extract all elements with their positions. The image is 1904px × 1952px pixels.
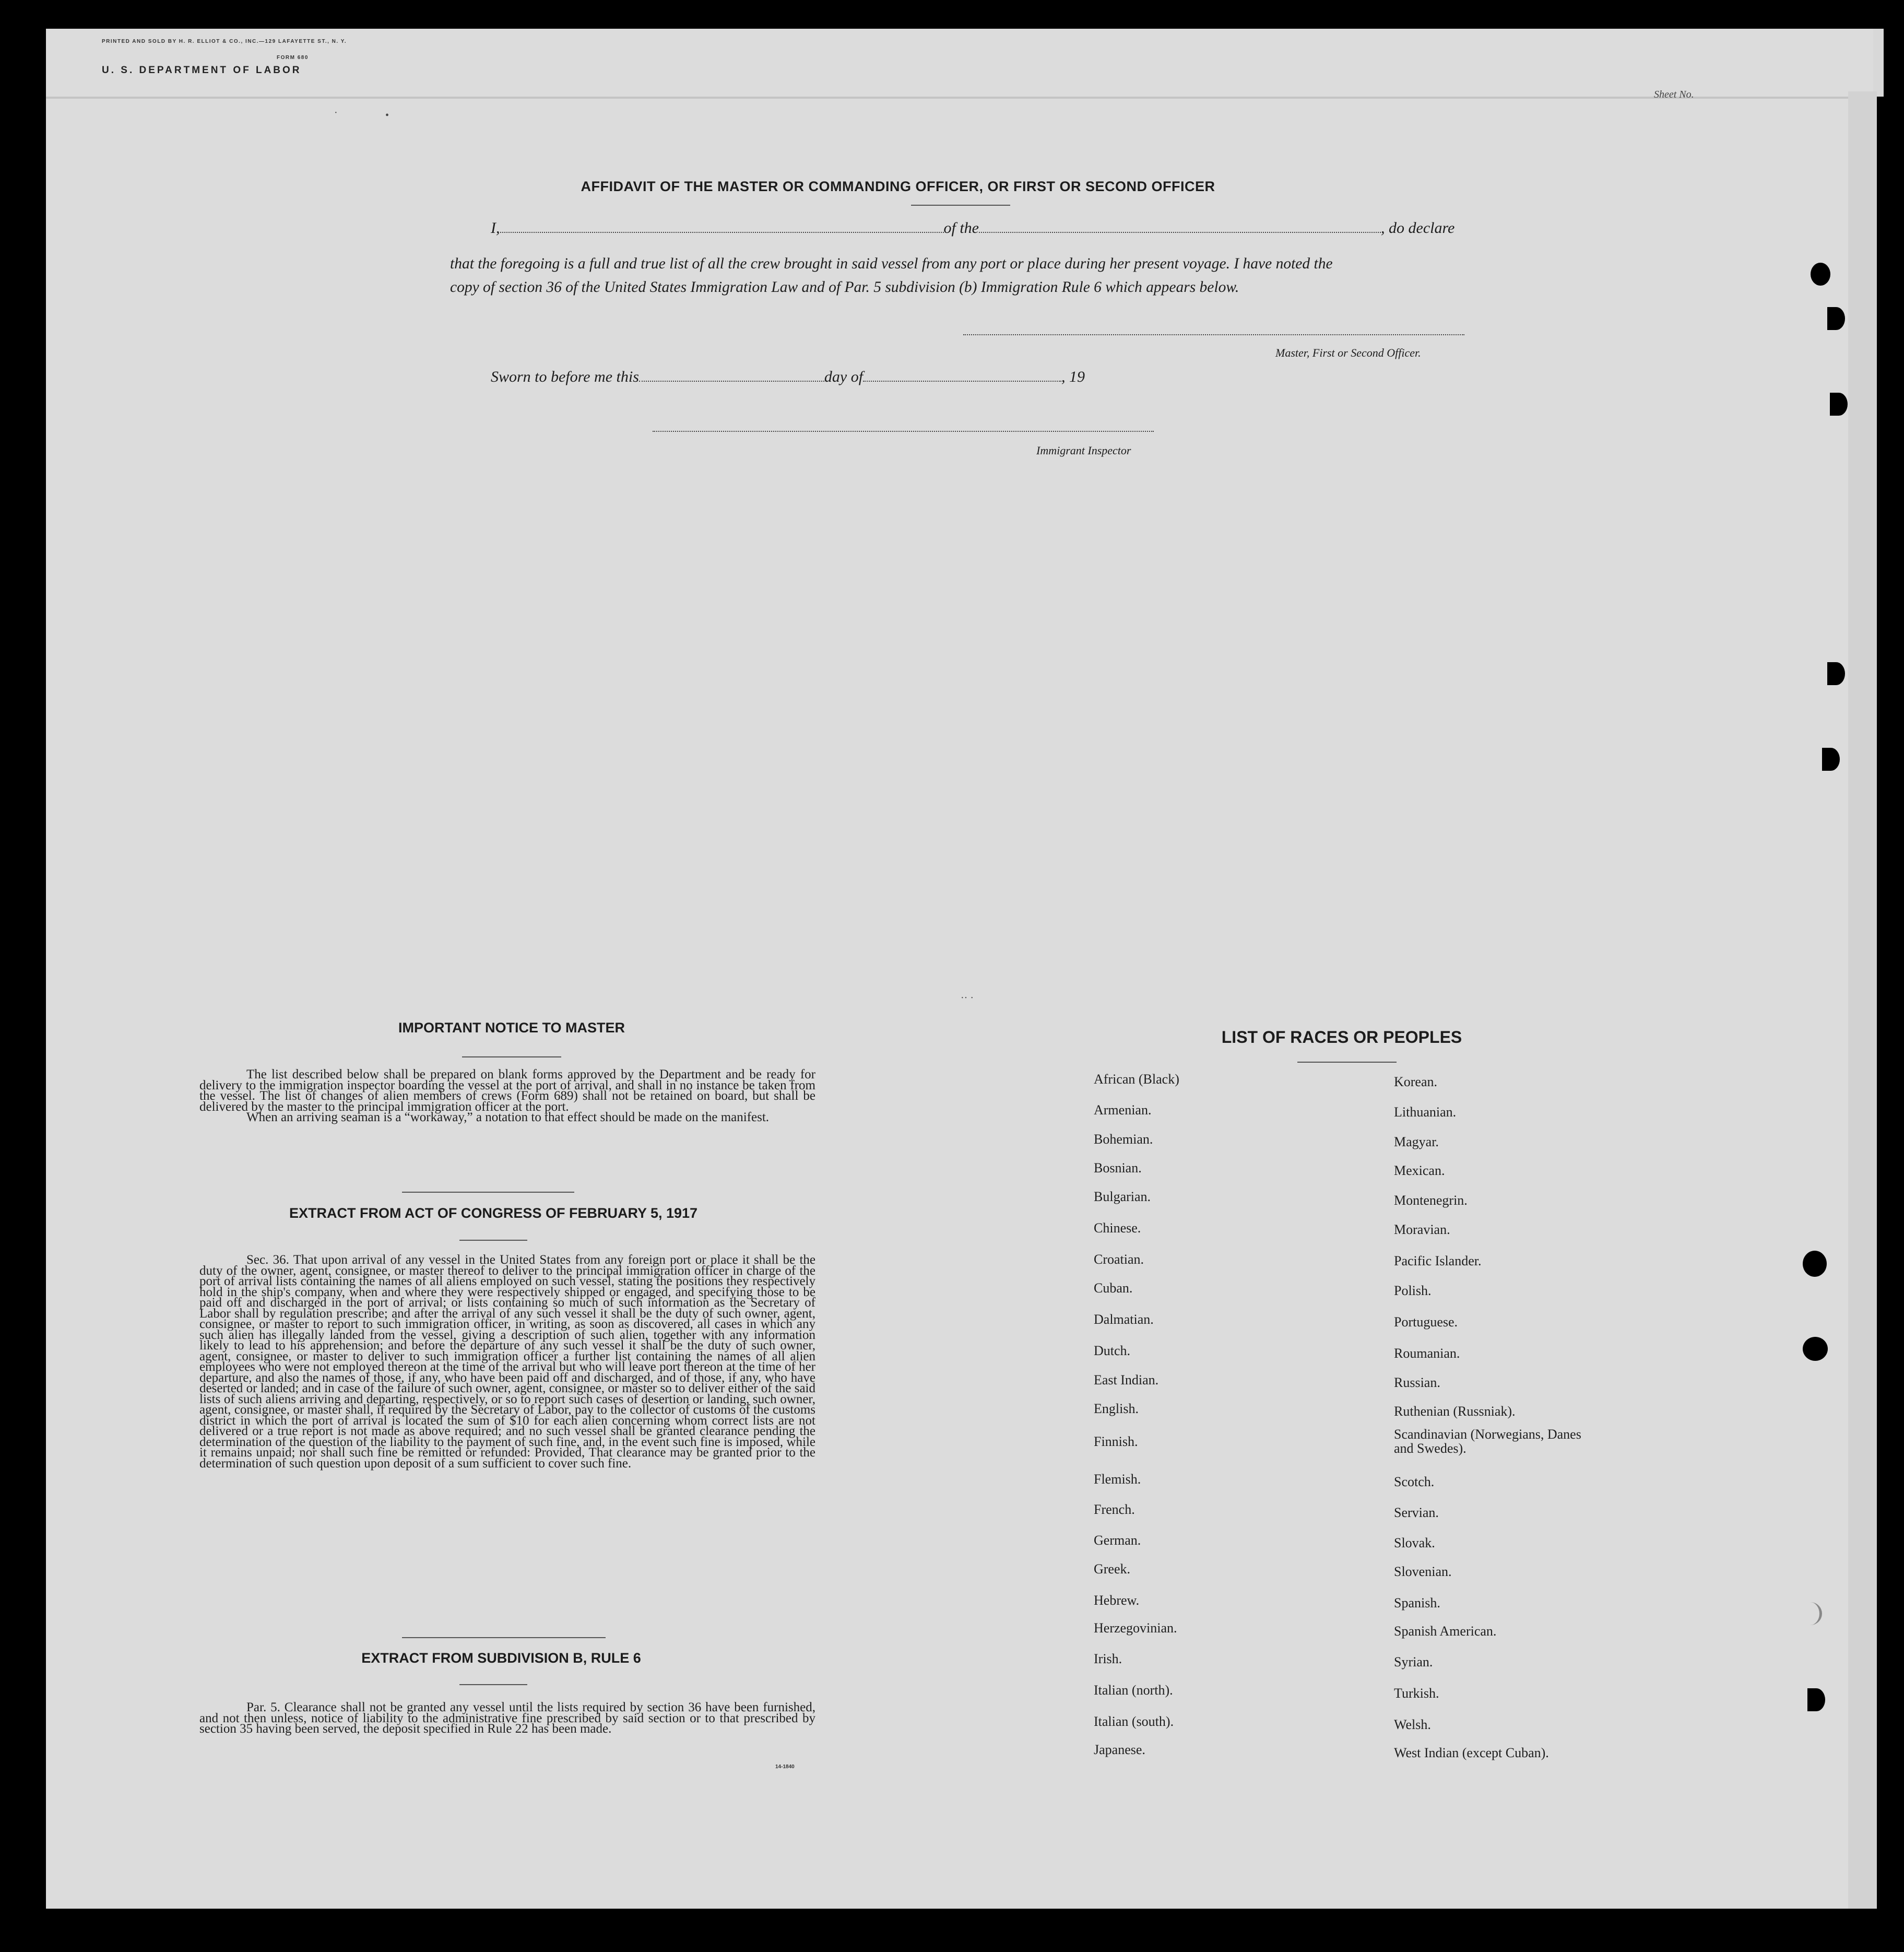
sworn-prefix: Sworn to before me this: [491, 368, 639, 385]
binder-hole: [1807, 1688, 1825, 1711]
race-item: Bohemian.: [1094, 1132, 1153, 1147]
race-item: Korean.: [1394, 1074, 1438, 1089]
race-item: Ruthenian (Russniak).: [1394, 1404, 1516, 1419]
race-item: Bosnian.: [1094, 1160, 1142, 1175]
sheet-right-margin: [1848, 91, 1877, 1909]
race-item: Croatian.: [1094, 1252, 1144, 1267]
race-item: Greek.: [1094, 1561, 1131, 1577]
sheet-fold-edge: [46, 97, 1873, 99]
inspector-signature-label: Immigrant Inspector: [1036, 444, 1131, 457]
printer-imprint: PRINTED AND SOLD BY H. R. ELLIOT & CO., INC.—129 LAFAYETTE ST., N. Y.: [102, 39, 347, 44]
race-item: Polish.: [1394, 1283, 1432, 1298]
rule-paragraph-5: Par. 5. Clearance shall not be granted any vessel until the lists required by section 36 have been furnished, and not then unless, notice of liability to the administrative fine prescribed by said section or to that prescribed by section 35 having been served, the deposit specified in Rule 22 has been made.: [199, 1700, 815, 1736]
scan-mark: ·· ·: [961, 992, 974, 1004]
race-item: Portuguese.: [1394, 1314, 1458, 1330]
master-signature-line[interactable]: [963, 334, 1464, 335]
race-item: Cuban.: [1094, 1280, 1133, 1296]
race-item: Montenegrin.: [1394, 1193, 1468, 1208]
race-item: Spanish American.: [1394, 1624, 1497, 1639]
sheet-number-label: Sheet No.: [1654, 89, 1694, 100]
race-item: African (Black): [1094, 1072, 1179, 1087]
race-item: Italian (north).: [1094, 1683, 1173, 1698]
extract-rule-title: EXTRACT FROM SUBDIVISION B, RULE 6: [361, 1650, 641, 1666]
scan-mark: •: [385, 110, 389, 121]
section-divider: [402, 1637, 606, 1638]
binder-hole: [1803, 1251, 1827, 1277]
affidavit-title: AFFIDAVIT OF THE MASTER OR COMMANDING OFFICER, OR FIRST OR SECOND OFFICER: [581, 179, 1215, 194]
race-item: Bulgarian.: [1094, 1189, 1151, 1204]
race-item: Italian (south).: [1094, 1714, 1174, 1729]
race-item: Syrian.: [1394, 1654, 1433, 1669]
extract-act-divider: [459, 1240, 527, 1241]
binder-hole: [1803, 1337, 1828, 1361]
race-item: Herzegovinian.: [1094, 1620, 1177, 1636]
race-item: Armenian.: [1094, 1102, 1152, 1118]
race-item: Turkish.: [1394, 1686, 1439, 1701]
race-item: Hebrew.: [1094, 1593, 1140, 1608]
race-item: Slovenian.: [1394, 1564, 1452, 1579]
race-item: Chinese.: [1094, 1220, 1141, 1236]
race-item: West Indian (except Cuban).: [1394, 1745, 1549, 1760]
race-item: Magyar.: [1394, 1134, 1439, 1149]
sworn-month-blank[interactable]: [863, 369, 1061, 382]
master-signature-label: Master, First or Second Officer.: [1275, 346, 1421, 359]
form-footnote: 14-1840: [775, 1764, 795, 1770]
race-item: German.: [1094, 1533, 1141, 1548]
binder-hole: [1822, 748, 1840, 771]
sworn-year: , 19: [1061, 368, 1085, 385]
section-divider: [402, 1192, 574, 1193]
document-sheet: [46, 29, 1873, 1909]
race-item: Mexican.: [1394, 1163, 1445, 1178]
race-item: Spanish.: [1394, 1595, 1440, 1610]
scan-mark: ·: [334, 107, 338, 119]
notice-paragraph-1: The list described below shall be prepared on blank forms approved by the Department and be ready for delivery to the immigration inspector boarding the vessel at the port of arrival, and shall in no instance be taken from the vessel. The list of changes of alien members of crews (Form 689) shall not be retained on board, but shall be delivered by the master to the principal immigration officer at the port.: [199, 1067, 815, 1114]
extract-act-title: EXTRACT FROM ACT OF CONGRESS OF FEBRUARY 5, 1917: [289, 1205, 698, 1221]
notice-text: [199, 1069, 815, 1123]
race-item: Russian.: [1394, 1375, 1440, 1390]
name-blank[interactable]: [500, 220, 944, 233]
race-item: Welsh.: [1394, 1717, 1431, 1732]
extract-rule-text: [199, 1702, 815, 1735]
race-item: Finnish.: [1094, 1434, 1138, 1449]
sworn-line: [491, 368, 1085, 386]
binder-hole: [1827, 662, 1845, 685]
department-name: U. S. DEPARTMENT OF LABOR: [102, 65, 302, 76]
sworn-day-blank[interactable]: [639, 369, 824, 382]
race-item: Servian.: [1394, 1505, 1439, 1520]
notice-divider: [462, 1056, 561, 1057]
inspector-signature-line[interactable]: [653, 431, 1154, 432]
form-number: FORM 680: [277, 55, 309, 61]
affidavit-line-1: [491, 219, 1454, 237]
vessel-blank[interactable]: [979, 220, 1381, 233]
affidavit-do-declare: , do declare: [1381, 219, 1455, 237]
race-item: Lithuanian.: [1394, 1104, 1457, 1120]
affidavit-i: I,: [491, 219, 500, 237]
race-item: Irish.: [1094, 1651, 1122, 1666]
binder-hole: [1827, 307, 1845, 330]
sworn-day-of: day of: [824, 368, 864, 385]
extract-act-text: [199, 1255, 815, 1469]
race-item: Pacific Islander.: [1394, 1253, 1482, 1268]
race-item: Roumanian.: [1394, 1346, 1460, 1361]
notice-title: IMPORTANT NOTICE TO MASTER: [398, 1020, 625, 1036]
race-item: Slovak.: [1394, 1535, 1435, 1550]
binder-hole: [1799, 1602, 1822, 1625]
title-divider: [911, 205, 1010, 206]
race-item: Scandinavian (Norwegians, Danes and Swedes).: [1394, 1427, 1581, 1456]
race-item: Japanese.: [1094, 1742, 1145, 1757]
race-item: Dutch.: [1094, 1343, 1131, 1358]
affidavit-line-2: that the foregoing is a full and true list of all the crew brought in said vessel from any port or place during her present voyage. I have noted the: [450, 255, 1333, 272]
race-item: Dalmatian.: [1094, 1312, 1154, 1327]
race-item: East Indian.: [1094, 1372, 1159, 1387]
races-divider: [1297, 1062, 1397, 1063]
binder-hole: [1830, 393, 1848, 416]
race-item: French.: [1094, 1502, 1135, 1517]
notice-paragraph-2: When an arriving seaman is a “workaway,” a notation to that effect should be made on the manifest.: [246, 1110, 770, 1124]
affidavit-line-3: copy of section 36 of the United States Immigration Law and of Par. 5 subdivision (b) Immigration Rule 6 which appears below.: [450, 279, 1239, 296]
binder-hole: [1811, 263, 1830, 286]
extract-rule-divider: [459, 1684, 527, 1685]
race-item: English.: [1094, 1401, 1139, 1416]
section-36-text: Sec. 36. That upon arrival of any vessel in the United States from any foreign port or place it shall be the duty of the owner, agent, consignee, or master thereof to deliver to the principal immigration officer in charge of the port of arrival lists containing the names of all aliens employed on such vessel, stating the positions they respectively hold in the ship's company, when and where they were respectively shipped or engaged, and specifying those to be paid off and discharged in the port of arrival; or lists containing so much of such information as the Secretary of Labor shall by regulation prescribe; and after the arrival of any such vessel it shall be the duty of such owner, agent, consignee, or master to report to such immigration officer, in writing, as soon as discovered, all cases in which any such alien has illegally landed from the vessel, giving a description of such alien, together with any information likely to lead to his apprehension; and before the departure of any such vessel it shall be the duty of such owner, agent, consignee, or master to deliver to such immigration officer a further list containing the names of all alien employees who were not employed thereon at the time of the arrival but who will leave port thereon at the time of her departure, and also the names of those, if any, who have been paid off and discharged, and of those, if any, who have deserted or landed; and in case of the failure of such owner, agent, consignee, or master so to deliver either of the said lists of such aliens arriving and departing, respectively, or so to report such cases of desertion or landing, such owner, agent, consignee, or master shall, if required by the Secretary of Labor, pay to the collector of customs of the customs district in which the port of arrival is located the sum of $10 for each alien concerning whom correct lists are not delivered or a true report is not made as above required; and no such vessel shall be granted clearance pending the determination of the question of the liability to the payment of such fine, and, in the event such fine is imposed, while it remains unpaid; nor shall such fine be remitted or refunded: Provided, That clearance may be granted prior to the determination of such question upon deposit of a sum sufficient to cover such fine.: [199, 1253, 815, 1471]
races-title: LIST OF RACES OR PEOPLES: [1221, 1028, 1462, 1046]
race-item: Moravian.: [1394, 1222, 1450, 1237]
race-item: Scotch.: [1394, 1474, 1435, 1489]
affidavit-of-the: of the: [943, 219, 979, 237]
race-item: Flemish.: [1094, 1472, 1141, 1487]
